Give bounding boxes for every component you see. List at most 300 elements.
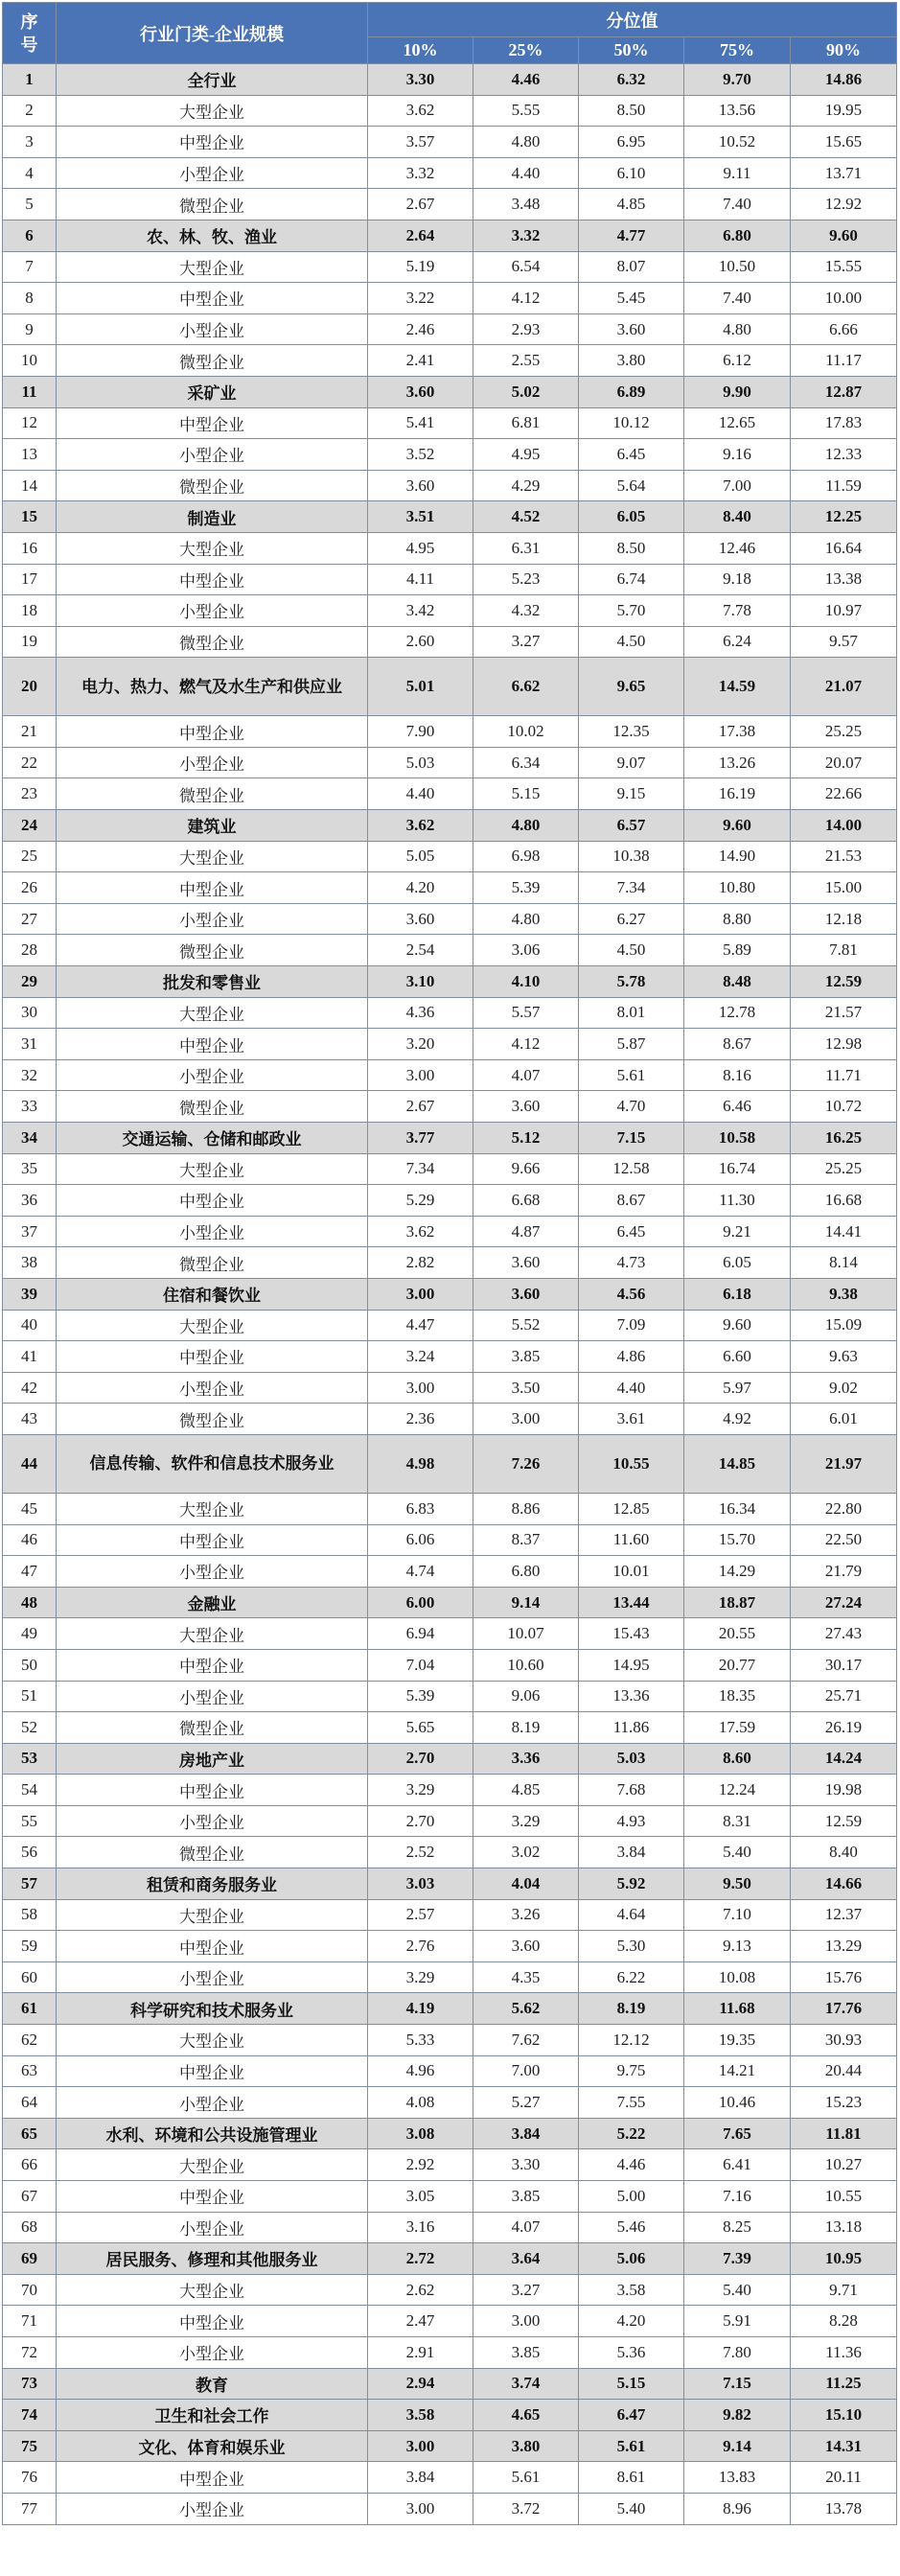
table-row [3, 2025, 897, 2056]
value-p25: 5.52 [473, 1310, 579, 1341]
value-p75: 9.18 [684, 564, 791, 595]
table-row [3, 1059, 897, 1091]
value-p50: 8.07 [579, 251, 684, 283]
value-p75: 4.92 [684, 1404, 791, 1435]
p90-header: 90% [791, 37, 897, 64]
value-p90: 9.71 [791, 2274, 897, 2306]
table-row [3, 1372, 897, 1404]
value-p10: 2.91 [368, 2336, 473, 2368]
value-p50: 7.09 [579, 1310, 684, 1341]
row-number: 60 [3, 1961, 57, 1993]
value-p75: 17.59 [684, 1712, 791, 1744]
value-p10: 2.36 [368, 1404, 473, 1435]
value-p25: 5.02 [473, 376, 579, 407]
percentile-group-header: 分位值 [368, 3, 897, 37]
table-row [3, 2274, 897, 2306]
value-p25: 4.52 [473, 501, 579, 533]
p75-header: 75% [684, 37, 791, 64]
value-p25: 3.29 [473, 1805, 579, 1837]
table-row [3, 1712, 897, 1744]
table-row [3, 532, 897, 564]
value-p90: 6.66 [791, 313, 897, 345]
category-name: 微型企业 [57, 1247, 368, 1279]
table-row [3, 1618, 897, 1650]
value-p90: 11.71 [791, 1059, 897, 1091]
category-name: 大型企业 [57, 532, 368, 564]
value-p75: 14.29 [684, 1556, 791, 1588]
value-p25: 4.95 [473, 439, 579, 471]
category-name: 中型企业 [57, 127, 368, 158]
value-p90: 25.25 [791, 1153, 897, 1185]
value-p50: 11.86 [579, 1712, 684, 1744]
value-p10: 3.77 [368, 1123, 473, 1154]
row-number: 73 [3, 2368, 57, 2400]
category-name: 大型企业 [57, 251, 368, 283]
value-p25: 3.26 [473, 1899, 579, 1931]
value-p50: 12.35 [579, 716, 684, 748]
category-name: 大型企业 [57, 95, 368, 127]
row-number: 77 [3, 2493, 57, 2524]
value-p10: 3.16 [368, 2212, 473, 2243]
value-p75: 6.46 [684, 1091, 791, 1123]
value-p10: 3.57 [368, 127, 473, 158]
value-p10: 3.62 [368, 95, 473, 127]
value-p90: 17.83 [791, 407, 897, 439]
value-p75: 7.39 [684, 2243, 791, 2275]
value-p10: 2.64 [368, 220, 473, 251]
value-p75: 14.21 [684, 2055, 791, 2087]
value-p10: 2.70 [368, 1805, 473, 1837]
value-p50: 14.95 [579, 1649, 684, 1681]
value-p90: 17.76 [791, 1993, 897, 2025]
value-p10: 3.20 [368, 1029, 473, 1060]
value-p10: 3.24 [368, 1341, 473, 1373]
value-p90: 9.57 [791, 626, 897, 658]
value-p90: 13.71 [791, 157, 897, 189]
value-p10: 6.83 [368, 1493, 473, 1524]
category-name: 中型企业 [57, 1341, 368, 1373]
value-p25: 3.84 [473, 2118, 579, 2149]
value-p75: 9.11 [684, 157, 791, 189]
table-row [3, 345, 897, 377]
value-p90: 30.17 [791, 1649, 897, 1681]
value-p75: 12.78 [684, 997, 791, 1029]
table-row [3, 2149, 897, 2181]
row-number: 41 [3, 1341, 57, 1373]
table-body [3, 64, 897, 2525]
row-number: 71 [3, 2306, 57, 2337]
value-p90: 15.09 [791, 1310, 897, 1341]
value-p10: 3.22 [368, 283, 473, 314]
value-p10: 3.62 [368, 1216, 473, 1247]
value-p75: 9.70 [684, 64, 791, 96]
value-p90: 14.00 [791, 810, 897, 842]
value-p90: 21.53 [791, 841, 897, 872]
value-p50: 7.34 [579, 872, 684, 904]
table-row-industry [3, 376, 897, 407]
category-name: 卫生和社会工作 [57, 2400, 368, 2431]
value-p25: 5.23 [473, 564, 579, 595]
value-p50: 4.86 [579, 1341, 684, 1373]
table-row [3, 872, 897, 904]
row-number: 38 [3, 1247, 57, 1279]
value-p90: 10.95 [791, 2243, 897, 2275]
value-p25: 4.46 [473, 64, 579, 96]
table-row [3, 127, 897, 158]
table-row-industry [3, 966, 897, 998]
category-name: 小型企业 [57, 1059, 368, 1091]
table-row [3, 2055, 897, 2087]
value-p75: 20.77 [684, 1649, 791, 1681]
value-p75: 6.18 [684, 1278, 791, 1310]
value-p10: 2.60 [368, 626, 473, 658]
value-p50: 9.75 [579, 2055, 684, 2087]
percentile-table [2, 2, 897, 2525]
value-p10: 5.41 [368, 407, 473, 439]
category-name: 水利、环境和公共设施管理业 [57, 2118, 368, 2149]
table-row [3, 595, 897, 627]
value-p25: 3.36 [473, 1743, 579, 1775]
category-name: 中型企业 [57, 1524, 368, 1556]
value-p10: 7.34 [368, 1153, 473, 1185]
value-p50: 12.85 [579, 1493, 684, 1524]
value-p75: 15.70 [684, 1524, 791, 1556]
value-p10: 2.92 [368, 2149, 473, 2181]
value-p50: 10.12 [579, 407, 684, 439]
value-p25: 8.19 [473, 1712, 579, 1744]
row-number: 48 [3, 1587, 57, 1618]
value-p50: 6.47 [579, 2400, 684, 2431]
value-p10: 4.47 [368, 1310, 473, 1341]
value-p90: 22.50 [791, 1524, 897, 1556]
category-name: 中型企业 [57, 1029, 368, 1060]
value-p10: 5.19 [368, 251, 473, 283]
value-p90: 15.00 [791, 872, 897, 904]
value-p25: 7.26 [473, 1434, 579, 1493]
value-p50: 13.44 [579, 1587, 684, 1618]
value-p75: 13.83 [684, 2462, 791, 2494]
value-p50: 6.05 [579, 501, 684, 533]
value-p50: 4.46 [579, 2149, 684, 2181]
value-p25: 4.29 [473, 470, 579, 501]
value-p50: 3.58 [579, 2274, 684, 2306]
value-p50: 4.64 [579, 1899, 684, 1931]
table-row-industry [3, 1743, 897, 1775]
row-number: 28 [3, 935, 57, 966]
row-number: 29 [3, 966, 57, 998]
category-name: 大型企业 [57, 1618, 368, 1650]
value-p50: 5.46 [579, 2212, 684, 2243]
category-name: 交通运输、仓储和邮政业 [57, 1123, 368, 1154]
value-p75: 16.74 [684, 1153, 791, 1185]
value-p50: 5.78 [579, 966, 684, 998]
value-p25: 3.06 [473, 935, 579, 966]
value-p25: 3.48 [473, 189, 579, 220]
table-row [3, 2493, 897, 2524]
value-p50: 5.30 [579, 1931, 684, 1962]
value-p90: 6.01 [791, 1404, 897, 1435]
category-name: 房地产业 [57, 1743, 368, 1775]
value-p90: 21.07 [791, 658, 897, 716]
value-p90: 13.78 [791, 2493, 897, 2524]
value-p90: 21.97 [791, 1434, 897, 1493]
value-p75: 18.87 [684, 1587, 791, 1618]
value-p10: 2.70 [368, 1743, 473, 1775]
value-p50: 5.36 [579, 2336, 684, 2368]
row-number: 68 [3, 2212, 57, 2243]
value-p50: 9.07 [579, 747, 684, 778]
category-name: 微型企业 [57, 470, 368, 501]
category-name: 采矿业 [57, 376, 368, 407]
row-number: 33 [3, 1091, 57, 1123]
value-p25: 4.87 [473, 1216, 579, 1247]
row-number: 47 [3, 1556, 57, 1588]
row-number: 44 [3, 1434, 57, 1493]
category-name: 农、林、牧、渔业 [57, 220, 368, 251]
table-row-industry [3, 810, 897, 842]
value-p90: 7.81 [791, 935, 897, 966]
value-p75: 8.31 [684, 1805, 791, 1837]
table-row-industry [3, 1123, 897, 1154]
row-number: 66 [3, 2149, 57, 2181]
category-name: 大型企业 [57, 1310, 368, 1341]
value-p25: 3.50 [473, 1372, 579, 1404]
category-name: 批发和零售业 [57, 966, 368, 998]
row-number: 53 [3, 1743, 57, 1775]
value-p90: 27.24 [791, 1587, 897, 1618]
value-p90: 10.97 [791, 595, 897, 627]
category-name: 大型企业 [57, 2025, 368, 2056]
category-name: 中型企业 [57, 564, 368, 595]
value-p75: 18.35 [684, 1681, 791, 1712]
category-name: 科学研究和技术服务业 [57, 1993, 368, 2025]
value-p75: 9.21 [684, 1216, 791, 1247]
table-row [3, 1091, 897, 1123]
row-number: 17 [3, 564, 57, 595]
category-name: 微型企业 [57, 1712, 368, 1744]
value-p75: 11.68 [684, 1993, 791, 2025]
row-number: 8 [3, 283, 57, 314]
table-row-industry [3, 1587, 897, 1618]
table-row [3, 1493, 897, 1524]
table-row [3, 2087, 897, 2119]
value-p25: 3.80 [473, 2430, 579, 2462]
category-name: 中型企业 [57, 407, 368, 439]
row-number: 58 [3, 1899, 57, 1931]
category-name: 全行业 [57, 64, 368, 96]
value-p75: 7.40 [684, 189, 791, 220]
value-p25: 2.93 [473, 313, 579, 345]
value-p90: 14.24 [791, 1743, 897, 1775]
value-p90: 15.10 [791, 2400, 897, 2431]
value-p90: 12.98 [791, 1029, 897, 1060]
row-number: 57 [3, 1868, 57, 1900]
value-p90: 10.55 [791, 2181, 897, 2213]
category-name: 微型企业 [57, 189, 368, 220]
value-p50: 5.61 [579, 1059, 684, 1091]
category-name: 中型企业 [57, 2462, 368, 2494]
value-p90: 20.44 [791, 2055, 897, 2087]
table-row [3, 2462, 897, 2494]
value-p25: 5.55 [473, 95, 579, 127]
value-p50: 5.92 [579, 1868, 684, 1900]
value-p10: 4.95 [368, 532, 473, 564]
category-name: 中型企业 [57, 1649, 368, 1681]
value-p75: 8.96 [684, 2493, 791, 2524]
value-p90: 9.60 [791, 220, 897, 251]
value-p90: 22.80 [791, 1493, 897, 1524]
row-number: 12 [3, 407, 57, 439]
category-name: 微型企业 [57, 778, 368, 810]
value-p75: 7.65 [684, 2118, 791, 2149]
value-p90: 11.36 [791, 2336, 897, 2368]
table-row [3, 1524, 897, 1556]
value-p50: 9.65 [579, 658, 684, 716]
row-number: 22 [3, 747, 57, 778]
value-p75: 7.00 [684, 470, 791, 501]
value-p75: 16.19 [684, 778, 791, 810]
value-p50: 3.84 [579, 1837, 684, 1868]
value-p90: 20.11 [791, 2462, 897, 2494]
value-p50: 4.77 [579, 220, 684, 251]
value-p75: 9.90 [684, 376, 791, 407]
value-p50: 6.45 [579, 439, 684, 471]
value-p50: 5.22 [579, 2118, 684, 2149]
table-row-industry [3, 1993, 897, 2025]
table-row-industry [3, 2430, 897, 2462]
seq-header [3, 3, 57, 64]
value-p25: 7.62 [473, 2025, 579, 2056]
value-p75: 16.34 [684, 1493, 791, 1524]
row-number: 76 [3, 2462, 57, 2494]
table-row [3, 903, 897, 935]
table-row [3, 1899, 897, 1931]
row-number: 34 [3, 1123, 57, 1154]
value-p10: 2.62 [368, 2274, 473, 2306]
value-p25: 6.80 [473, 1556, 579, 1588]
value-p10: 3.60 [368, 470, 473, 501]
table-row [3, 716, 897, 748]
category-name: 小型企业 [57, 2212, 368, 2243]
value-p75: 10.50 [684, 251, 791, 283]
value-p25: 3.85 [473, 1341, 579, 1373]
value-p10: 5.39 [368, 1681, 473, 1712]
value-p90: 13.18 [791, 2212, 897, 2243]
value-p10: 3.42 [368, 595, 473, 627]
value-p50: 3.80 [579, 345, 684, 377]
p25-header: 25% [473, 37, 579, 64]
value-p25: 3.64 [473, 2243, 579, 2275]
table-row [3, 1404, 897, 1435]
value-p50: 6.10 [579, 157, 684, 189]
row-number: 46 [3, 1524, 57, 1556]
value-p25: 6.81 [473, 407, 579, 439]
value-p50: 8.01 [579, 997, 684, 1029]
category-name: 制造业 [57, 501, 368, 533]
category-header: 行业门类-企业规模 [57, 3, 368, 64]
table-row [3, 407, 897, 439]
category-name: 小型企业 [57, 1372, 368, 1404]
table-row-industry [3, 220, 897, 251]
value-p10: 7.90 [368, 716, 473, 748]
value-p50: 10.55 [579, 1434, 684, 1493]
value-p90: 16.68 [791, 1185, 897, 1217]
value-p10: 2.57 [368, 1899, 473, 1931]
table-row [3, 283, 897, 314]
value-p50: 6.57 [579, 810, 684, 842]
value-p75: 10.80 [684, 872, 791, 904]
value-p10: 4.98 [368, 1434, 473, 1493]
value-p75: 14.90 [684, 841, 791, 872]
value-p25: 3.00 [473, 2306, 579, 2337]
value-p25: 2.55 [473, 345, 579, 377]
table-row [3, 1649, 897, 1681]
value-p10: 7.04 [368, 1649, 473, 1681]
value-p25: 4.35 [473, 1961, 579, 1993]
value-p10: 3.00 [368, 2430, 473, 2462]
row-number: 24 [3, 810, 57, 842]
category-name: 大型企业 [57, 1493, 368, 1524]
category-name: 中型企业 [57, 1185, 368, 1217]
table-row [3, 1310, 897, 1341]
value-p50: 6.32 [579, 64, 684, 96]
value-p25: 6.62 [473, 658, 579, 716]
value-p90: 8.14 [791, 1247, 897, 1279]
value-p50: 3.60 [579, 313, 684, 345]
value-p50: 8.61 [579, 2462, 684, 2494]
category-name: 中型企业 [57, 2306, 368, 2337]
value-p90: 22.66 [791, 778, 897, 810]
value-p10: 2.52 [368, 1837, 473, 1868]
row-number: 42 [3, 1372, 57, 1404]
value-p10: 3.00 [368, 1059, 473, 1091]
category-name: 大型企业 [57, 997, 368, 1029]
value-p50: 13.36 [579, 1681, 684, 1712]
seq-header-label: 序号 [20, 12, 38, 55]
value-p10: 4.11 [368, 564, 473, 595]
value-p90: 19.98 [791, 1775, 897, 1806]
category-name: 居民服务、修理和其他服务业 [57, 2243, 368, 2275]
value-p50: 6.74 [579, 564, 684, 595]
value-p90: 11.59 [791, 470, 897, 501]
value-p10: 4.36 [368, 997, 473, 1029]
value-p10: 3.03 [368, 1868, 473, 1900]
value-p25: 4.04 [473, 1868, 579, 1900]
value-p50: 4.50 [579, 626, 684, 658]
value-p50: 5.70 [579, 595, 684, 627]
value-p90: 10.72 [791, 1091, 897, 1123]
row-number: 56 [3, 1837, 57, 1868]
value-p25: 3.72 [473, 2493, 579, 2524]
value-p75: 6.24 [684, 626, 791, 658]
table-row [3, 564, 897, 595]
value-p75: 17.38 [684, 716, 791, 748]
category-name: 微型企业 [57, 1091, 368, 1123]
row-number: 45 [3, 1493, 57, 1524]
category-name: 住宿和餐饮业 [57, 1278, 368, 1310]
value-p10: 4.74 [368, 1556, 473, 1588]
row-number: 25 [3, 841, 57, 872]
value-p25: 6.54 [473, 251, 579, 283]
value-p75: 14.85 [684, 1434, 791, 1493]
value-p90: 9.02 [791, 1372, 897, 1404]
row-number: 9 [3, 313, 57, 345]
row-number: 23 [3, 778, 57, 810]
row-number: 3 [3, 127, 57, 158]
category-name: 小型企业 [57, 313, 368, 345]
value-p10: 4.08 [368, 2087, 473, 2119]
value-p25: 3.85 [473, 2336, 579, 2368]
